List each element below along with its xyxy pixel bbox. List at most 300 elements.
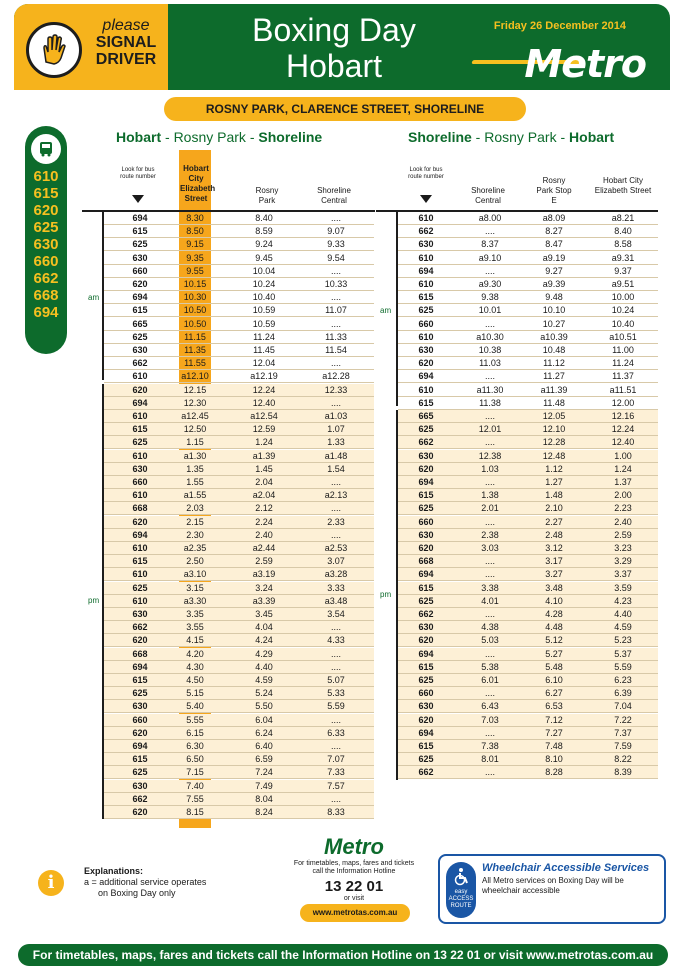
signal-driver-text: [86, 18, 166, 68]
time-cell: 6.59: [255, 754, 273, 765]
route-cell: 662: [418, 437, 434, 448]
time-cell: 5.55: [186, 714, 204, 725]
route-number: 630: [33, 236, 59, 253]
table-row: [104, 674, 374, 687]
route-cell: 694: [418, 265, 434, 276]
time-cell: 5.50: [255, 701, 273, 712]
time-cell: 6.15: [186, 727, 204, 738]
route-cell: 625: [132, 688, 148, 699]
time-cell: 7.07: [327, 754, 345, 765]
time-cell: 3.07: [327, 556, 345, 567]
time-cell: 7.04: [614, 701, 632, 712]
route-cell: 615: [418, 490, 434, 501]
time-cell: 3.33: [327, 582, 345, 593]
left-col-hobart-city: Hobart City Elizabeth Street: [180, 164, 216, 203]
route-cell: 630: [418, 450, 434, 461]
table-row: [398, 397, 658, 410]
time-cell: a12.45: [181, 411, 209, 421]
table-row: [398, 582, 658, 595]
time-cell: 4.38: [481, 622, 499, 633]
table-row: [398, 621, 658, 634]
time-cell: 2.04: [255, 477, 273, 487]
time-cell: 3.12: [545, 543, 563, 553]
time-cell: 2.38: [481, 529, 499, 540]
table-row: [398, 278, 658, 291]
time-cell: ....: [330, 741, 341, 751]
time-cell: 1.38: [481, 490, 499, 501]
time-cell: ....: [484, 371, 495, 382]
table-row: [398, 489, 658, 502]
time-cell: 6.30: [186, 741, 204, 751]
time-cell: 2.03: [186, 503, 204, 514]
table-row: [104, 331, 374, 344]
time-cell: 7.55: [186, 793, 204, 804]
time-cell: ....: [330, 265, 341, 276]
route-cell: 625: [418, 754, 434, 765]
time-cell: 11.37: [612, 371, 634, 382]
time-cell: 2.27: [545, 516, 563, 527]
table-row: [104, 265, 374, 278]
time-cell: 1.27: [545, 477, 563, 487]
table-row: [104, 502, 374, 515]
time-cell: 3.03: [481, 543, 499, 553]
table-row: [104, 555, 374, 568]
table-row: [104, 687, 374, 700]
table-row: [104, 291, 374, 304]
time-cell: 5.24: [255, 688, 273, 699]
time-cell: 11.24: [253, 331, 275, 342]
time-cell: a12.28: [322, 371, 350, 382]
time-cell: 1.37: [614, 477, 632, 487]
time-cell: a9.51: [611, 279, 635, 289]
left-pm-label: pm: [88, 596, 100, 606]
time-cell: ....: [330, 648, 341, 659]
route-cell: 662: [132, 793, 148, 804]
route-cell: 630: [418, 701, 434, 712]
route-cell: 668: [418, 556, 434, 567]
left-look-label: Look for bus route number: [120, 167, 156, 180]
route-cell: 665: [132, 318, 148, 329]
time-cell: 12.40: [611, 437, 635, 448]
table-row: [104, 489, 374, 502]
time-cell: 1.35: [186, 463, 204, 474]
table-row: [104, 634, 374, 647]
route-cell: 625: [418, 305, 434, 316]
time-cell: a12.19: [250, 371, 278, 382]
time-cell: 2.12: [255, 503, 273, 514]
right-am-label: am: [380, 306, 392, 315]
left-col-shoreline: Shoreline Central: [317, 186, 351, 205]
table-row: [104, 516, 374, 529]
time-cell: 10.00: [611, 292, 635, 303]
time-cell: 7.57: [327, 780, 345, 791]
table-row: [104, 766, 374, 779]
time-cell: 11.35: [184, 345, 206, 355]
route-cell: 615: [418, 741, 434, 751]
time-cell: 12.28: [542, 437, 566, 448]
left-am-label: am: [88, 292, 100, 302]
route-cell: 660: [132, 477, 148, 487]
time-cell: 2.24: [255, 516, 273, 527]
time-cell: 11.03: [479, 358, 501, 369]
route-number: 662: [33, 270, 59, 287]
route-cell: 615: [132, 226, 148, 237]
table-row: [104, 608, 374, 621]
table-row: [398, 344, 658, 357]
route-number: 615: [33, 185, 59, 202]
table-row: [104, 423, 374, 436]
route-cell: 620: [418, 714, 434, 725]
time-cell: 8.59: [255, 226, 273, 237]
time-cell: 1.24: [614, 463, 632, 474]
time-cell: 7.40: [186, 780, 204, 791]
table-row: [398, 766, 658, 779]
time-cell: ....: [484, 727, 495, 738]
table-row: [398, 648, 658, 661]
table-row: [104, 661, 374, 674]
time-cell: 2.10: [545, 503, 563, 514]
route-number: 694: [33, 304, 59, 321]
route-cell: 630: [132, 780, 148, 791]
time-cell: a2.44: [252, 543, 276, 553]
route-cell: 660: [132, 714, 148, 725]
time-cell: a1.30: [183, 450, 207, 461]
hand-icon: [26, 22, 82, 78]
table-row: [398, 595, 658, 608]
time-cell: 3.54: [327, 609, 345, 619]
table-row: [398, 331, 658, 344]
time-cell: ....: [330, 292, 341, 303]
title-line-1: Boxing Day: [252, 12, 416, 48]
driver-word: DRIVER: [95, 50, 157, 68]
time-cell: 3.24: [255, 582, 273, 593]
time-cell: a1.03: [324, 411, 348, 421]
time-cell: a10.39: [540, 331, 568, 342]
time-cell: 3.55: [186, 622, 204, 633]
time-cell: ....: [484, 516, 495, 527]
right-direction-title: [408, 129, 614, 145]
route-cell: 630: [132, 701, 148, 712]
time-cell: 9.54: [327, 252, 345, 263]
time-cell: ....: [484, 648, 495, 659]
time-cell: a9.10: [478, 252, 502, 263]
table-row: [398, 674, 658, 687]
time-cell: ....: [484, 226, 495, 237]
time-cell: 4.50: [186, 675, 204, 685]
time-cell: 9.48: [545, 292, 563, 303]
time-cell: ....: [330, 397, 341, 408]
time-cell: 1.03: [481, 463, 499, 474]
left-dir-mid: - Rosny Park -: [161, 129, 259, 145]
time-cell: 8.40: [255, 213, 273, 223]
left-dir-from: Hobart: [116, 129, 162, 145]
time-cell: 11.55: [184, 358, 206, 369]
time-cell: 4.33: [327, 635, 345, 646]
time-cell: ....: [330, 213, 341, 223]
route-cell: 610: [418, 384, 434, 395]
time-cell: 9.37: [614, 265, 632, 276]
route-cell: 694: [132, 661, 148, 672]
date-label: Friday 26 December 2014: [493, 20, 626, 32]
table-row: [104, 357, 374, 370]
time-cell: 9.55: [186, 265, 204, 276]
route-cell: 662: [418, 609, 434, 619]
table-row: [398, 225, 658, 238]
time-cell: 12.16: [611, 411, 635, 421]
time-cell: ....: [484, 318, 495, 329]
route-cell: 620: [132, 807, 148, 817]
bus-icon: [31, 134, 61, 164]
table-row: [104, 621, 374, 634]
time-cell: 7.24: [255, 767, 273, 778]
route-cell: 615: [418, 397, 434, 408]
table-row: [104, 278, 374, 291]
time-cell: a8.09: [542, 213, 566, 223]
time-cell: 8.22: [614, 754, 632, 765]
route-cell: 620: [418, 358, 434, 369]
time-cell: 2.59: [255, 556, 273, 567]
right-col-shoreline: Shoreline Central: [471, 186, 505, 205]
route-cell: 662: [132, 622, 148, 633]
table-row: [398, 687, 658, 700]
time-cell: 7.48: [545, 741, 563, 751]
time-cell: 10.33: [324, 279, 348, 289]
time-cell: 12.00: [611, 397, 635, 408]
time-cell: 6.27: [545, 688, 563, 699]
route-cell: 610: [132, 569, 148, 580]
table-row: [104, 318, 374, 331]
website-link[interactable]: www.metrotas.com.au: [300, 904, 410, 922]
route-cell: 694: [418, 648, 434, 659]
route-banner: ROSNY PARK, CLARENCE STREET, SHORELINE: [164, 97, 526, 121]
time-cell: 7.33: [327, 767, 345, 778]
table-row: [398, 384, 658, 397]
time-cell: 12.59: [252, 424, 276, 435]
table-row: [104, 370, 374, 383]
time-cell: 5.59: [327, 701, 345, 712]
title-line-2: Hobart: [285, 48, 383, 84]
time-cell: 6.50: [186, 754, 204, 765]
table-row: [104, 740, 374, 753]
time-cell: 3.15: [186, 582, 204, 593]
route-cell: 620: [418, 463, 434, 474]
time-cell: 10.59: [252, 305, 276, 316]
time-cell: 11.00: [612, 345, 634, 355]
signal-word: SIGNAL: [95, 33, 157, 51]
time-cell: 7.15: [186, 767, 204, 778]
table-row: [398, 568, 658, 581]
contact-line-1: For timetables, maps, fares and tickets: [293, 860, 415, 867]
route-cell: 662: [418, 767, 434, 778]
time-cell: ....: [484, 609, 495, 619]
time-cell: 6.04: [255, 714, 273, 725]
contact-metro-logo: Metro: [324, 834, 384, 859]
time-cell: 6.24: [255, 727, 273, 738]
time-cell: 11.45: [253, 345, 275, 355]
time-cell: a11.51: [609, 384, 637, 395]
time-cell: 12.50: [183, 424, 207, 435]
time-cell: 5.27: [545, 648, 563, 659]
right-col-hobart-city: Hobart City Elizabeth Street: [594, 176, 652, 195]
table-row: [104, 397, 374, 410]
left-col-rosny-park: Rosny Park: [255, 186, 279, 205]
table-row: [398, 238, 658, 251]
time-cell: 5.33: [327, 688, 345, 699]
time-cell: a2.13: [324, 490, 348, 501]
time-cell: 12.15: [183, 384, 207, 395]
time-cell: a10.51: [609, 331, 637, 342]
route-cell: 615: [132, 424, 148, 435]
route-cell: 625: [418, 503, 434, 514]
left-am-bracket: [102, 212, 104, 380]
time-cell: 10.40: [252, 292, 276, 303]
time-cell: ....: [484, 411, 495, 421]
time-cell: 5.15: [186, 688, 204, 699]
table-row: [398, 727, 658, 740]
explanations: [84, 866, 206, 899]
time-cell: 4.04: [255, 622, 273, 633]
route-cell: 620: [418, 635, 434, 646]
time-cell: ....: [330, 661, 341, 672]
route-cell: 610: [418, 279, 434, 289]
table-row: [104, 384, 374, 397]
route-cell: 630: [418, 622, 434, 633]
route-cell: 625: [132, 767, 148, 778]
table-row: [104, 344, 374, 357]
route-cell: 620: [132, 727, 148, 738]
time-cell: 3.27: [545, 569, 563, 580]
time-cell: 2.50: [186, 556, 204, 567]
time-cell: a2.35: [183, 543, 207, 553]
table-row: [398, 753, 658, 766]
time-cell: 6.33: [327, 727, 345, 738]
time-cell: a12.10: [181, 371, 209, 382]
time-cell: a3.30: [183, 595, 207, 606]
time-cell: a9.19: [542, 252, 566, 263]
time-cell: 9.27: [545, 265, 563, 276]
time-cell: 7.49: [255, 780, 273, 791]
time-cell: 7.27: [545, 727, 563, 738]
time-cell: 2.00: [614, 490, 632, 501]
time-cell: 5.59: [614, 661, 632, 672]
route-cell: 694: [132, 292, 148, 303]
time-cell: a1.55: [183, 490, 207, 501]
time-cell: 9.38: [481, 292, 499, 303]
route-cell: 694: [418, 727, 434, 738]
time-cell: 7.03: [481, 714, 499, 725]
time-cell: 12.24: [611, 424, 635, 435]
time-cell: a8.21: [611, 213, 635, 223]
route-cell: 625: [132, 239, 148, 250]
table-row: [398, 436, 658, 449]
time-cell: 4.15: [186, 635, 204, 646]
time-cell: a3.10: [183, 569, 207, 580]
time-cell: 11.07: [325, 305, 347, 316]
page-title: [214, 12, 454, 84]
left-dir-to: Shoreline: [258, 129, 323, 145]
time-cell: 10.30: [183, 292, 207, 303]
table-row: [398, 318, 658, 331]
route-cell: 630: [418, 529, 434, 540]
time-cell: 7.22: [614, 714, 632, 725]
table-row: [398, 476, 658, 489]
route-number: 610: [33, 168, 59, 185]
time-cell: ....: [330, 793, 341, 804]
right-pm-label: pm: [380, 589, 392, 599]
route-cell: 620: [132, 279, 148, 289]
time-cell: ....: [484, 688, 495, 699]
time-cell: 8.37: [481, 239, 499, 250]
route-cell: 660: [132, 265, 148, 276]
time-cell: 9.07: [327, 226, 345, 237]
route-cell: 610: [132, 450, 148, 461]
time-cell: 9.45: [255, 252, 273, 263]
table-row: [398, 529, 658, 542]
wheelchair-title: Wheelchair Accessible Services: [482, 862, 650, 874]
explanations-line-1: a = additional service operates: [84, 877, 207, 887]
time-cell: 2.59: [614, 529, 632, 540]
time-cell: ....: [484, 265, 495, 276]
time-cell: 3.35: [186, 609, 204, 619]
table-row: [104, 806, 374, 819]
route-cell: 668: [132, 503, 148, 514]
route-cell: 625: [418, 675, 434, 685]
right-dir-mid: - Rosny Park -: [471, 129, 570, 145]
time-cell: 1.07: [327, 424, 345, 435]
time-cell: ....: [330, 503, 341, 514]
time-cell: 6.39: [614, 688, 632, 699]
time-cell: a9.39: [542, 279, 566, 289]
right-col-rosny-park: Rosny Park Stop E: [536, 176, 572, 205]
route-cell: 660: [418, 688, 434, 699]
contact-block: [284, 834, 424, 903]
time-cell: 10.01: [478, 305, 502, 316]
time-cell: 10.50: [183, 318, 207, 329]
time-cell: 2.01: [481, 503, 499, 514]
time-cell: 1.54: [327, 463, 345, 474]
table-row: [398, 740, 658, 753]
time-cell: ....: [330, 529, 341, 540]
time-cell: 8.58: [614, 239, 632, 250]
route-cell: 665: [418, 411, 434, 421]
time-cell: 10.40: [611, 318, 635, 329]
time-cell: ....: [484, 767, 495, 778]
time-cell: 9.33: [327, 239, 345, 250]
table-row: [104, 648, 374, 661]
table-row: [104, 410, 374, 423]
time-cell: 12.01: [478, 424, 502, 435]
time-cell: 1.00: [614, 450, 632, 461]
route-cell: 625: [132, 331, 148, 342]
right-dir-from: Shoreline: [408, 129, 472, 145]
time-cell: 4.59: [614, 622, 632, 633]
time-cell: ....: [484, 569, 495, 580]
table-row: [104, 793, 374, 806]
route-cell: 694: [132, 529, 148, 540]
table-row: [104, 476, 374, 489]
time-cell: 2.23: [614, 503, 632, 514]
route-cell: 694: [418, 477, 434, 487]
time-cell: 11.33: [325, 331, 347, 342]
time-cell: a3.28: [324, 569, 348, 580]
table-row: [104, 542, 374, 555]
table-row: [104, 463, 374, 476]
table-row: [104, 595, 374, 608]
time-cell: 10.24: [611, 305, 635, 316]
route-number: 660: [33, 253, 59, 270]
time-cell: 1.24: [255, 437, 273, 448]
easy-access-badge: easy ACCESS ROUTE: [448, 889, 474, 909]
